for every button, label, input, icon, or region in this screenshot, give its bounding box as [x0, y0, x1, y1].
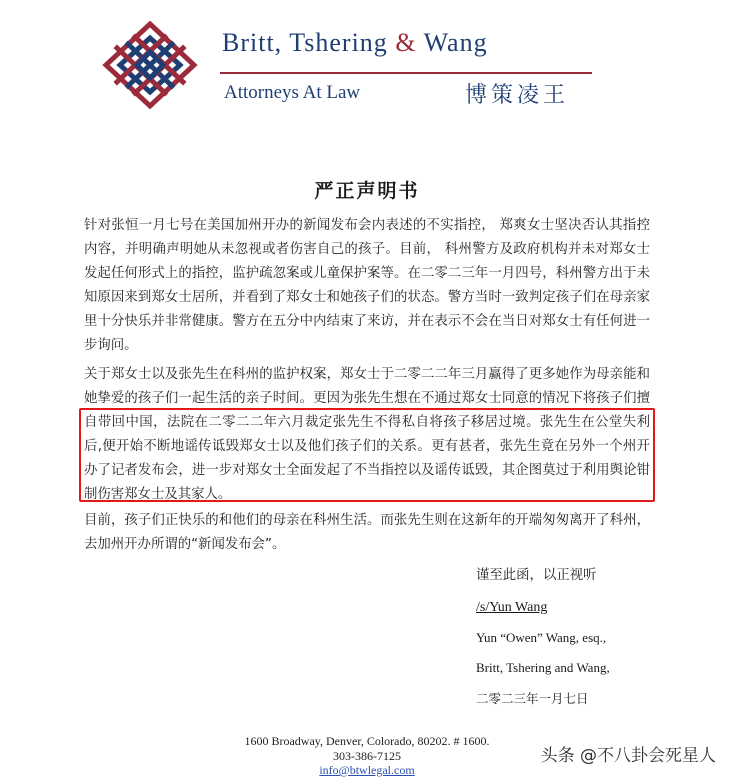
highlight-annotation-box	[79, 408, 655, 502]
source-watermark: 头条 @不八卦会死星人	[540, 746, 716, 766]
footer-address: 1600 Broadway, Denver, Colorado, 80202. # 1600.	[244, 734, 490, 748]
letterhead-rule	[220, 72, 592, 74]
firm-chinese-name: 博策凌王	[465, 83, 570, 108]
letterhead	[100, 10, 620, 120]
statement-paragraph-1: 针对张恒一月七号在美国加州开办的新闻发布会内表述的不实指控， 郑爽女士坚决否认其指控内容，并明确声明她从未忽视或者伤害自己的孩子。目前， 科州警方及政府机构并未对郑女士发起任何形式上的指控，监护疏忽案或儿童保护案等。在二零二三年一月四号，科州警方出于未知原因来到郑女士居所，并看到了郑女士和她孩子们的状态。警方当时一致判定孩子们在母亲家里十分快乐并非常健康。警方在五分中内结束了来访，并在表示不会在当日对郑女士有任何进一步询问。	[84, 218, 650, 353]
footer-phone: 303-386-7125	[333, 749, 401, 763]
firm-tagline: Attorneys At Law	[224, 82, 361, 103]
signer-firm: Britt, Tshering and Wang,	[476, 660, 610, 675]
endless-knot-logo-icon	[100, 20, 200, 110]
statement-paragraph-2: 关于郑女士以及张先生在科州的监护权案，郑女士于二零二二年三月赢得了更多她作为母亲能和她挚爱的孩子们一起生活的亲子时间。更因为张先生想在不通过郑女士同意的情况下将孩子们擅自带回中国，法院在二零二二年六月裁定张先生不得私自将孩子移居过境。张先生在公堂失利后,便开始不断地谣传诋毁郑女士以及他们孩子们的关系。更有甚者，张先生竟在另外一个州开办了记者发布会，进一步对郑女士全面发起了不当指控以及谣传诋毁，其企图莫过于利用舆论钳制伤害郑女士及其家人。	[84, 367, 650, 502]
signature-date: 二零二三年一月七日	[476, 691, 589, 706]
footer-email-link[interactable]: info@btwlegal.com	[319, 763, 415, 777]
firm-name-part2: Wang	[423, 28, 488, 57]
closing-salutation: 谨至此函，以正视听	[476, 568, 597, 583]
firm-name	[222, 28, 488, 58]
firm-name-part1: Britt, Tshering	[222, 28, 388, 57]
signature: /s/Yun Wang	[476, 600, 548, 615]
firm-name-ampersand: &	[395, 28, 417, 57]
document-title: 严正声明书	[314, 180, 420, 202]
signer-name: Yun “Owen” Wang, esq.,	[476, 630, 607, 645]
statement-paragraph-3: 目前，孩子们正快乐的和他们的母亲在科州生活。而张先生则在这新年的开端匆匆离开了科州，去加州开办所谓的“新闻发布会”。	[84, 513, 650, 552]
